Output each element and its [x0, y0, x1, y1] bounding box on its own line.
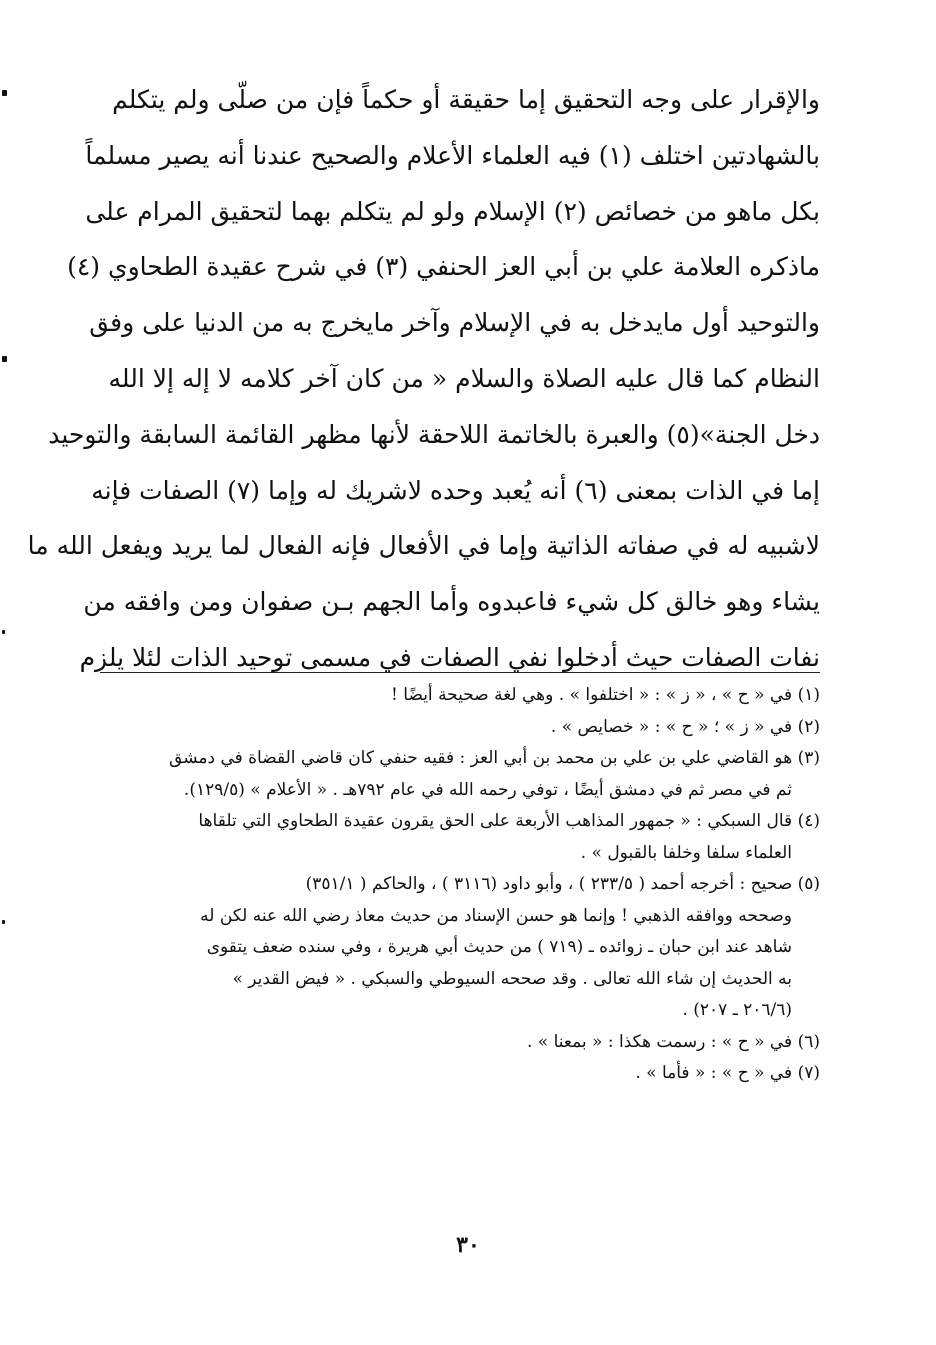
scan-margin-mark	[2, 356, 7, 362]
footnote-3-continuation: ثم في مصر ثم في دمشق أيضًا ، توفي رحمه الله في عام ٧٩٢هـ . « الأعلام » (١٢٩/٥).	[183, 779, 792, 800]
footnote-7: (٧) في « ح » : « فأما » .	[635, 1063, 820, 1083]
scan-margin-mark	[2, 920, 5, 924]
footnote-2: (٢) في « ز » ؛ « ح » : « خصايص » .	[550, 716, 820, 737]
scan-margin-mark	[2, 90, 7, 96]
footnote-3: (٣) هو القاضي علي بن علي بن محمد بن أبي العز : فقيه حنفي كان قاضي القضاة في دمشق	[169, 748, 820, 768]
footnote-5-continuation: به الحديث إن شاء الله تعالى . وقد صححه السيوطي والسبكي . « فيض القدير »	[232, 968, 792, 989]
text-line: بالشهادتين اختلف (١) فيه العلماء الأعلام والصحيح عندنا أنه يصير مسلماً	[85, 140, 820, 170]
text-line: والتوحيد أول مايدخل به في الإسلام وآخر مايخرج به من الدنيا على وفق	[89, 308, 820, 338]
footnote-5-continuation: وصححه ووافقه الذهبي ! وإنما هو حسن الإسناد من حديث معاذ رضي الله عنه لكن له	[200, 905, 792, 926]
footnote-5-continuation: شاهد عند ابن حبان ـ زوائده ـ (٧١٩ ) من حديث أبي هريرة ، وفي سنده ضعف يتقوى	[206, 937, 792, 957]
footnote-4-continuation: العلماء سلفا وخلفا بالقبول » .	[580, 842, 792, 863]
footnote-4: (٤) قال السبكي : « جمهور المذاهب الأربعة على الحق يقرون عقيدة الطحاوي التي تلقاها	[198, 811, 820, 831]
text-line: إما في الذات بمعنى (٦) أنه يُعبد وحده لاشريك له وإما (٧) الصفات فإنه	[91, 475, 820, 505]
text-line: لاشبيه له في صفاته الذاتية وإما في الأفعال فإنه الفعال لما يريد ويفعل الله ما	[27, 531, 820, 561]
scan-margin-mark	[2, 630, 5, 634]
text-line: بكل ماهو من خصائص (٢) الإسلام ولو لم يتكلم بهما لتحقيق المرام على	[85, 196, 820, 226]
footnotes	[100, 680, 820, 1090]
text-line: ماذكره العلامة علي بن أبي العز الحنفي (٣) في شرح عقيدة الطحاوي (٤)	[67, 252, 820, 282]
main-text	[27, 72, 820, 686]
footnote-separator	[100, 672, 820, 673]
footnote-5-continuation: (٢٠٦/٦ ـ ٢٠٧) .	[682, 1000, 792, 1020]
footnote-5: (٥) صحيح : أخرجه أحمد ( ٢٣٣/٥ ) ، وأبو داود (٣١١٦ ) ، والحاكم ( ٣٥١/١)	[305, 874, 820, 894]
footnote-6: (٦) في « ح » : رسمت هكذا : « بمعنا » .	[526, 1031, 820, 1052]
text-line: دخل الجنة»(٥) والعبرة بالخاتمة اللاحقة لأنها مظهر القائمة السابقة والتوحيد	[48, 419, 820, 449]
text-line: نفات الصفات حيث أدخلوا نفي الصفات في مسمى توحيد الذات لئلا يلزم	[79, 642, 820, 672]
text-line: النظام كما قال عليه الصلاة والسلام « من كان آخر كلامه لا إله إلا الله	[108, 363, 820, 393]
text-line: يشاء وهو خالق كل شيء فاعبدوه وأما الجهم بـن صفوان ومن وافقه من	[83, 587, 820, 617]
footnote-1: (١) في « ح » ، « ز » : « اختلفوا » . وهي لغة صحيحة أيضًا !	[391, 685, 820, 705]
text-line: والإقرار على وجه التحقيق إما حقيقة أو حكماً فإن من صلّى ولم يتكلم	[112, 85, 820, 114]
page-number: ٣٠	[456, 1232, 480, 1258]
